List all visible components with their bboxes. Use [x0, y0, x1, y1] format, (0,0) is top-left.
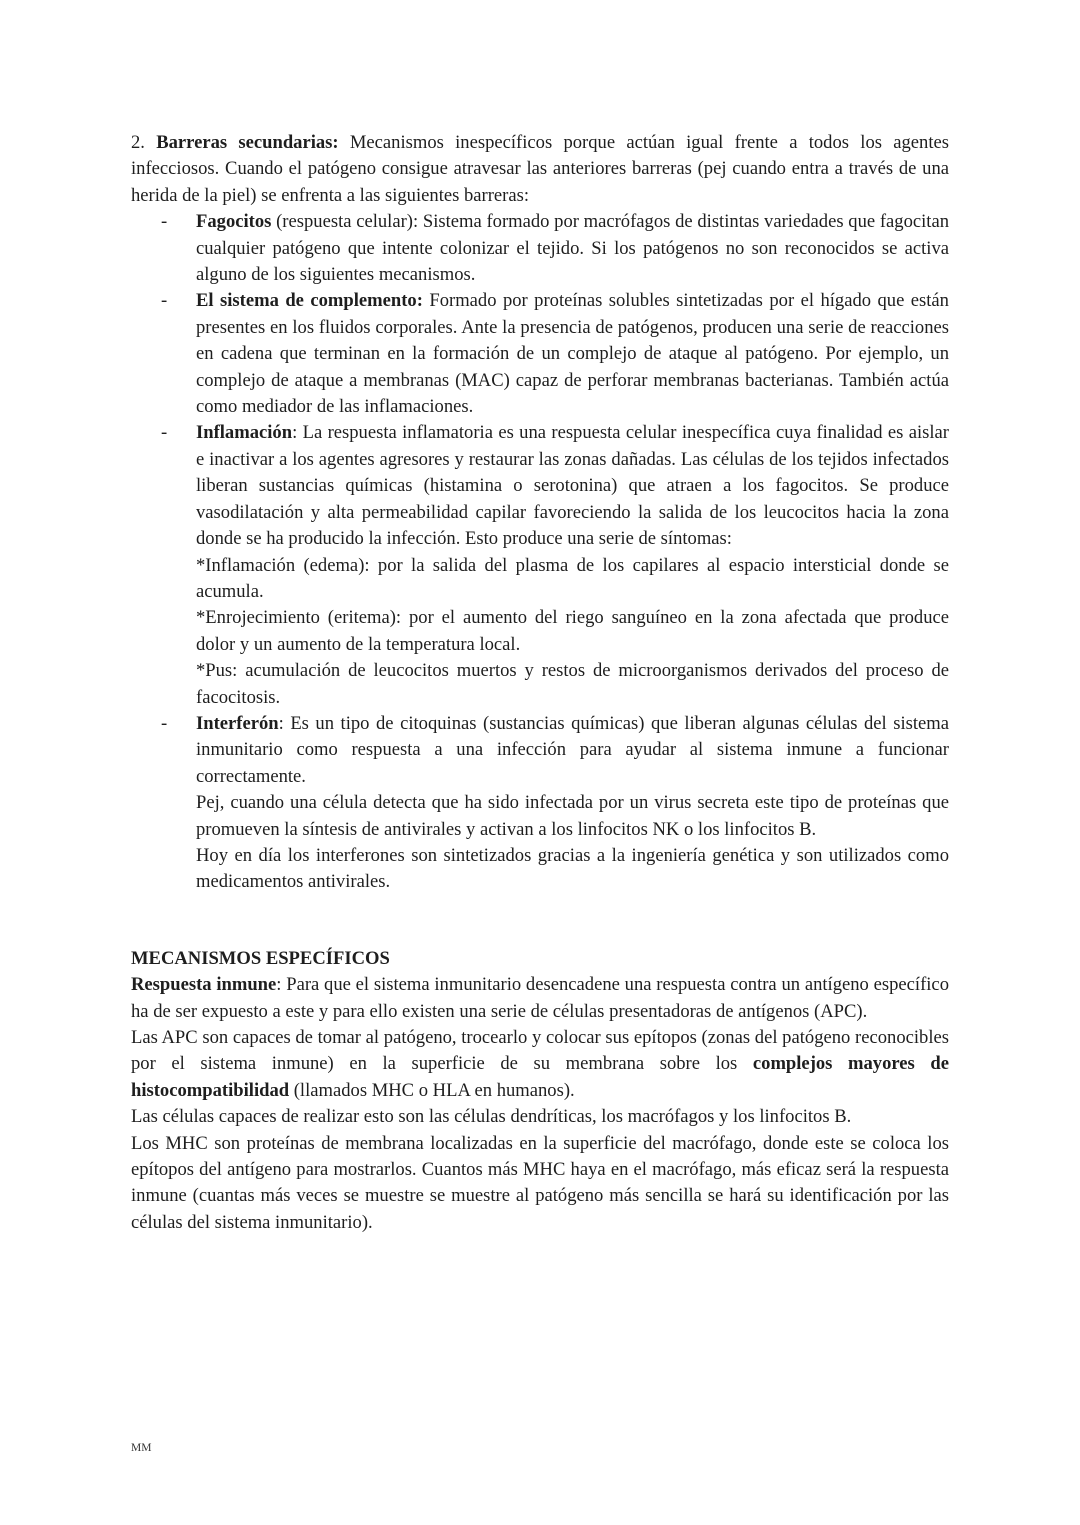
bullet-dash: - [161, 712, 168, 734]
list-item-fagocitos [131, 209, 949, 288]
fagocitos-paragraph [196, 209, 949, 288]
apc-paragraph [131, 1025, 949, 1104]
respuesta-inmune-text: : Para que el sistema inmunitario desencadene una respuesta contra un antígeno específico ha de ser expuesto a este y para ello existen una serie de células presentadoras de antígenos (APC). [131, 974, 949, 1022]
complemento-paragraph [196, 288, 949, 420]
inflamacion-paragraph [196, 420, 949, 552]
barreras-title: Barreras secundarias: [156, 132, 339, 153]
list-item-complemento [131, 288, 949, 420]
celulas-paragraph: Las células capaces de realizar esto son las células dendríticas, los macrófagos y los linfocitos B. [131, 1106, 852, 1128]
bullet-dash: - [161, 290, 168, 312]
inflamacion-text: : La respuesta inflamatoria es una respuesta celular inespecífica cuya finalidad es aislar e inactivar a los agentes agresores y restaurar las zonas dañadas. Las células de los tejidos infectados liberan sustancias químicas (histamina o serotonina) que atraen a los fagocitos. Se produce vasodilatación y alta permeabilidad capilar favoreciendo la salida de los leucocitos hacia la zona donde se ha producido la infección. Esto produce una serie de síntomas: [196, 422, 949, 550]
document-body [131, 130, 949, 1236]
fagocitos-term: Fagocitos [196, 211, 272, 233]
sintoma-edema: *Inflamación (edema): por la salida del plasma de los capilares al espacio intersticial donde se acumula. [196, 554, 949, 602]
respuesta-inmune-paragraph [131, 972, 949, 1025]
inflamacion-term: Inflamación [196, 422, 293, 444]
barreras-paragraph [131, 130, 949, 209]
interferon-text: : Es un tipo de citoquinas (sustancias químicas) que liberan algunas células del sistema inmunitario como respuesta a una infección para ayudar al sistema inmune a funcionar correctamente. [196, 712, 949, 787]
respuesta-inmune-term: Respuesta inmune [131, 974, 277, 996]
bullet-dash: - [161, 211, 168, 233]
apc-text: Las APC son capaces de tomar al patógeno, trocearlo y colocar sus epítopos (zonas del patógeno reconocibles por el sistema inmune) en la superficie de su membrana sobre los [131, 1027, 949, 1075]
list-item-interferon [131, 711, 949, 896]
mhc-paragraph: Los MHC son proteínas de membrana localizadas en la superficie del macrófago, donde este se coloca los epítopos del antígeno para mostrarlos. Cuantos más MHC haya en el macrófago, más eficaz será la respuesta inmune (cuantas más veces se muestre se muestre al patógeno más sencilla se hará su identificación por las células del sistema inmunitario). [131, 1132, 949, 1233]
barreras-list [131, 209, 949, 896]
sintoma-eritema: *Enrojecimiento (eritema): por el aumento del riego sanguíneo en la zona afectada que produce dolor y un aumento de la temperatura local. [196, 607, 949, 655]
bullet-dash: - [161, 422, 168, 444]
barreras-number: 2. [131, 132, 145, 153]
interferon-paragraph [196, 711, 949, 790]
interferon-ejemplo: Pej, cuando una célula detecta que ha sido infectada por un virus secreta este tipo de proteínas que promueven la síntesis de antivirales y activan a los linfocitos NK o los linfocitos B. [196, 792, 949, 840]
list-item-inflamacion [131, 420, 949, 710]
apc-bold: complejos mayores de histocompatibilidad [131, 1053, 949, 1101]
barreras-intro: Mecanismos inespecíficos porque actúan igual frente a todos los agentes infecciosos. Cuando el patógeno consigue atravesar las anteriores barreras (pej cuando entra a través de una herida de la piel) se enfrenta a las siguientes barreras: [131, 132, 949, 206]
complemento-term: El sistema de complemento: [196, 290, 423, 312]
sintoma-pus: *Pus: acumulación de leucocitos muertos y restos de microorganismos derivados del proceso de facocitosis. [196, 660, 949, 708]
section-title-especificos: MECANISMOS ESPECÍFICOS [131, 947, 390, 969]
complemento-text: Formado por proteínas solubles sintetizadas por el hígado que están presentes en los fluidos corporales. Ante la presencia de patógenos, producen una serie de reacciones en cadena que terminan en la formación de un complejo de ataque al patógeno. Por ejemplo, un complejo de ataque a membranas (MAC) capaz de perforar membranas bacterianas. También actúa como mediador de las inflamaciones. [196, 290, 949, 418]
footer-initials: MM [131, 1442, 152, 1454]
interferon-term: Interferón [196, 712, 279, 734]
interferon-hoy: Hoy en día los interferones son sintetizados gracias a la ingeniería genética y son utilizados como medicamentos antivirales. [196, 844, 949, 893]
apc-tail: (llamados MHC o HLA en humanos). [289, 1079, 575, 1101]
fagocitos-text: (respuesta celular): Sistema formado por macrófagos de distintas variedades que fagocitan cualquier patógeno que intente colonizar el tejido. Si los patógenos no son reconocidos se activa alguno de los siguientes mecanismos. [196, 211, 949, 286]
